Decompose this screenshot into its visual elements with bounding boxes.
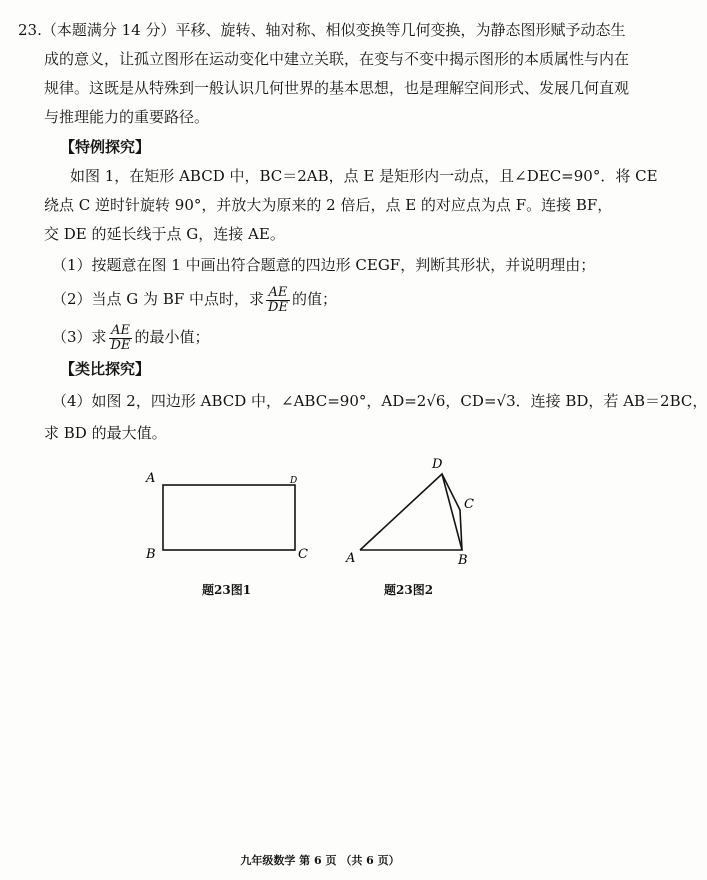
section2-line-2: 求 BD 的最大值。 (44, 424, 167, 442)
triangle-abd (360, 474, 462, 550)
question-1: （1）按题意在图 1 中画出符合题意的四边形 CEGF，判断其形状，并说明理由； (52, 256, 596, 274)
section1-line-3: 交 DE 的延长线于点 G，连接 AE。 (44, 225, 285, 243)
figure-1-rectangle (130, 465, 320, 570)
label-a: A (146, 471, 156, 486)
fraction-numerator: AE (266, 286, 290, 301)
problem-line-2: 成的意义，让孤立图形在运动变化中建立关联，在变与不变中揭示图形的本质属性与内在 (44, 50, 630, 68)
figure-2-quadrilateral (340, 452, 490, 572)
fraction-ae-de (109, 324, 133, 353)
question-2-suffix: 的值； (291, 290, 337, 308)
question-2-prefix: （2）当点 G 为 BF 中点时，求 (52, 290, 265, 308)
question-3-prefix: （3）求 (52, 328, 107, 346)
section2-line-1: （4）如图 2，四边形 ABCD 中，∠ABC=90°，AD=2√6，CD=√3．连接 BD，若 AB＝2BC， (52, 392, 707, 410)
label-b: B (146, 547, 156, 562)
label-c: C (464, 497, 474, 512)
label-a: A (346, 551, 356, 566)
fraction-denominator: DE (110, 337, 131, 353)
question-3 (52, 320, 209, 354)
figure-1-caption: 题23图1 (202, 583, 252, 597)
page-footer: 九年级数学 第 6 页 （共 6 页） (240, 854, 400, 867)
fraction-ae-de (266, 286, 290, 315)
fraction-numerator: AE (109, 324, 133, 339)
question-3-suffix: 的最小值； (134, 328, 210, 346)
question-2 (52, 282, 337, 316)
section1-line-1: 如图 1，在矩形 ABCD 中，BC＝2AB，点 E 是矩形内一动点，且∠DEC=90°．将 CE (70, 167, 658, 185)
label-c: C (298, 547, 308, 562)
label-d: D (432, 457, 443, 472)
problem-line-1: 23.（本题满分 14 分）平移、旋转、轴对称、相似变换等几何变换，为静态图形赋予动态生 (18, 21, 626, 39)
problem-line-3: 规律。这既是从特殊到一般认识几何世界的基本思想，也是理解空间形式、发展几何直观 (44, 79, 630, 97)
problem-line-4: 与推理能力的重要路径。 (44, 108, 210, 126)
section-title-special-case: 【特例探究】 (60, 138, 151, 156)
section1-line-2: 绕点 C 逆时针旋转 90°，并放大为原来的 2 倍后，点 E 的对应点为点 F。连接 BF， (44, 196, 613, 214)
section-title-analogy: 【类比探究】 (60, 360, 151, 378)
label-b: B (458, 553, 468, 568)
rectangle-abcd (163, 485, 295, 550)
figure-2-caption: 题23图2 (384, 583, 434, 597)
label-d: D (290, 476, 298, 486)
fraction-denominator: DE (268, 299, 288, 315)
